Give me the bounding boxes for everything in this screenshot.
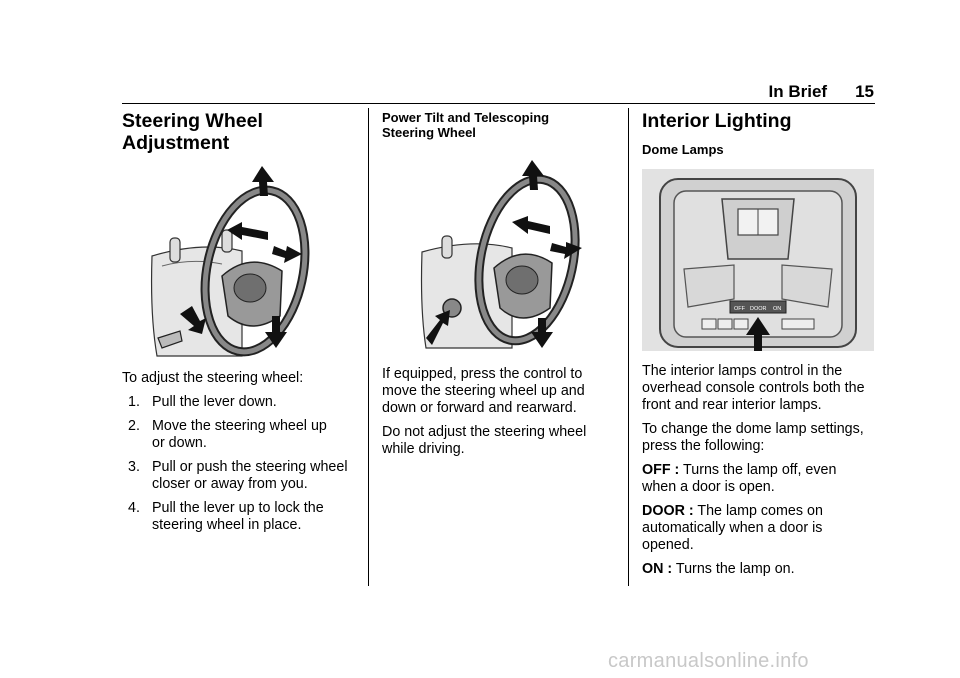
watermark: carmanualsonline.info bbox=[608, 650, 809, 672]
list-item: 3. Pull or push the steering wheel closer or away from you. bbox=[128, 459, 348, 492]
page-number: 15 bbox=[855, 82, 874, 101]
definition-off: OFF : Turns the lamp off, even when a door is open. bbox=[642, 462, 837, 495]
page-header bbox=[0, 82, 874, 104]
paragraph: To change the dome lamp settings, press the following: bbox=[642, 421, 864, 454]
heading-line-1: Steering Wheel bbox=[122, 110, 263, 132]
column-steering-adjustment bbox=[122, 110, 352, 541]
column-interior-lighting bbox=[642, 110, 874, 578]
column-divider-2 bbox=[628, 108, 629, 586]
power-steering-wheel-illustration bbox=[382, 160, 607, 350]
paragraph: Do not adjust the steering wheel while driving. bbox=[382, 424, 587, 457]
paragraph: If equipped, press the control to move the steering wheel up and down or forward and rearward. bbox=[382, 366, 585, 416]
intro-text: To adjust the steering wheel: bbox=[122, 370, 304, 386]
on-label: ON bbox=[773, 306, 782, 312]
subheading: Dome Lamps bbox=[642, 142, 724, 157]
off-label: OFF bbox=[734, 306, 745, 312]
steps-list bbox=[122, 394, 352, 534]
column-divider-1 bbox=[368, 108, 369, 586]
header-rule bbox=[122, 103, 875, 104]
definition-door: DOOR : The lamp comes on automatically when a door is opened. bbox=[642, 503, 823, 553]
paragraph: The interior lamps control in the overhead console controls both the front and rear interior lamps. bbox=[642, 363, 865, 413]
manual-steering-wheel-illustration bbox=[122, 166, 352, 360]
section-heading bbox=[122, 110, 352, 154]
list-item: 2. Move the steering wheel up or down. bbox=[128, 418, 327, 451]
section-heading: Interior Lighting bbox=[642, 110, 792, 132]
definition-on: ON : Turns the lamp on. bbox=[642, 561, 795, 577]
list-item: 4. Pull the lever up to lock the steering wheel in place. bbox=[128, 500, 324, 533]
column-power-tilt bbox=[382, 110, 607, 458]
heading-line-2: Adjustment bbox=[122, 132, 230, 154]
dome-lamp-console-illustration bbox=[642, 169, 874, 351]
list-item: 1. Pull the lever down. bbox=[128, 394, 277, 410]
subheading: Power Tilt and Telescoping Steering Wheel bbox=[382, 110, 550, 140]
door-label: DOOR bbox=[750, 306, 767, 312]
section-title: In Brief bbox=[768, 82, 828, 101]
